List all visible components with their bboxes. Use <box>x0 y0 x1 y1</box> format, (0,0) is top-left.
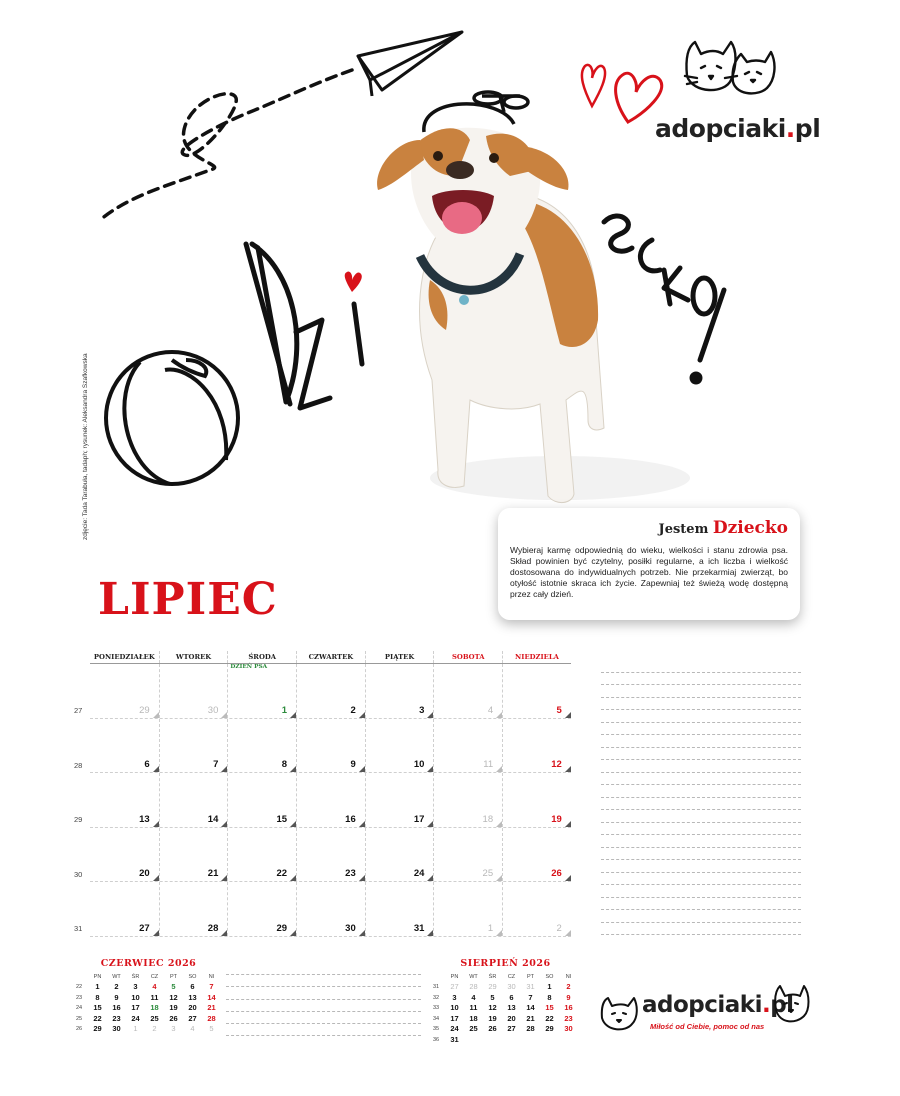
mini-weekday: WT <box>469 974 478 980</box>
mini-day: 17 <box>131 1003 140 1013</box>
mini-day: 15 <box>93 1003 102 1013</box>
mini-table <box>76 972 221 1035</box>
mini-day: 31 <box>450 1034 459 1044</box>
note-line[interactable] <box>601 923 801 936</box>
day-cell[interactable] <box>227 719 296 773</box>
note-line[interactable] <box>601 810 801 823</box>
day-number: 9 <box>350 759 356 770</box>
note-line[interactable] <box>226 975 421 987</box>
day-cell[interactable] <box>433 719 502 773</box>
mini-day: 24 <box>450 1024 459 1034</box>
day-cell[interactable] <box>502 719 571 773</box>
mini-day: 7 <box>528 992 533 1002</box>
day-number: 14 <box>207 813 219 825</box>
week-row <box>90 882 571 937</box>
corner-fold-icon <box>565 875 571 881</box>
day-number: 22 <box>276 868 288 879</box>
note-line[interactable] <box>601 673 801 686</box>
day-cell[interactable] <box>296 882 365 936</box>
notes-area[interactable] <box>601 660 801 935</box>
note-line[interactable] <box>601 723 801 736</box>
day-event: DZIEŃ PSA <box>230 664 268 670</box>
mini-week-number: 35 <box>433 1026 440 1033</box>
mini-day <box>464 1035 483 1046</box>
day-cell[interactable] <box>365 719 434 773</box>
mini-week-number: 25 <box>76 1015 83 1022</box>
day-cell[interactable] <box>90 664 159 718</box>
logo-wordmark: adopciaki.pl <box>655 114 821 143</box>
mini-weekday: NI <box>565 974 572 980</box>
mini-week-number: 36 <box>433 1036 440 1043</box>
mini-day: 26 <box>169 1013 178 1023</box>
mini-day: 20 <box>188 1003 197 1013</box>
day-number: 21 <box>207 868 219 879</box>
mini-day: 21 <box>526 1013 535 1023</box>
mini-day <box>502 1035 521 1046</box>
notes-area-bottom[interactable] <box>226 963 421 1036</box>
mini-day: 31 <box>526 982 535 992</box>
mini-week-number: 22 <box>76 984 83 991</box>
corner-fold-icon <box>565 712 571 718</box>
mini-day: 1 <box>133 1024 138 1034</box>
note-line[interactable] <box>601 735 801 748</box>
mini-day: 27 <box>507 1024 516 1034</box>
paper-plane-icon <box>358 32 462 96</box>
mini-week-number: 31 <box>433 984 440 991</box>
mini-weekday: NI <box>208 974 215 980</box>
mini-day: 11 <box>150 992 159 1002</box>
mini-day: 3 <box>133 982 138 992</box>
logo-slogan: Miłość od Ciebie, pomoc od nas <box>650 1022 765 1031</box>
day-cell[interactable] <box>227 882 296 936</box>
card-text: Wybieraj karmę odpowiednią do wieku, wielkości i stanu zdrowia psa. Skład powinien być czytelny, posiłki regularne, a ich liczba i wielkość dostosowana do indywidualnych potrzeb. Nie przekarmiaj zwierząt, bo otyłość istotnie skraca ich życie. Zapewniaj też świeżą wodę dostępną przez cały dzień. <box>510 545 788 599</box>
month-grid <box>90 651 571 937</box>
mini-day: 4 <box>190 1024 195 1034</box>
mini-title: SIERPIEŃ 2026 <box>460 958 551 969</box>
mini-day: 5 <box>209 1024 214 1034</box>
mini-day: 24 <box>131 1013 140 1023</box>
mini-day: 10 <box>131 992 140 1002</box>
mini-day: 23 <box>112 1013 121 1023</box>
mini-day: 23 <box>564 1013 573 1023</box>
mini-day: 5 <box>490 992 495 1002</box>
heart-icon <box>582 65 605 106</box>
day-number: 6 <box>144 759 150 770</box>
photo-credit: zdjęcie: Tada Tarabuła, tadaph; rysunek: Aleksandra Szafkowska <box>82 353 89 540</box>
mini-day: 7 <box>209 982 214 992</box>
day-number: 26 <box>551 868 562 879</box>
note-line[interactable] <box>601 685 801 698</box>
day-number: 12 <box>551 759 562 770</box>
dog-photo <box>377 92 690 503</box>
mini-weekday: ŚR <box>488 974 497 980</box>
mini-weekday: SO <box>545 974 554 980</box>
day-cell[interactable] <box>365 882 434 936</box>
mini-day: 29 <box>488 982 497 992</box>
day-number: 24 <box>413 868 425 879</box>
mini-day: 30 <box>564 1024 573 1034</box>
day-number: 29 <box>276 922 288 934</box>
day-number: 1 <box>281 704 288 716</box>
mini-week-number: 33 <box>433 1005 440 1012</box>
note-line[interactable] <box>601 873 801 886</box>
day-number: 29 <box>139 704 150 716</box>
day-number: 8 <box>281 759 288 770</box>
week-row <box>90 664 571 719</box>
note-line[interactable] <box>601 748 801 761</box>
note-line[interactable] <box>601 823 801 836</box>
weekday-label: WTOREK <box>159 651 228 663</box>
mini-day: 30 <box>112 1024 121 1034</box>
mini-week-number: 32 <box>433 994 440 1001</box>
day-number: 5 <box>556 704 562 716</box>
mini-day: 29 <box>93 1024 102 1034</box>
note-line[interactable] <box>601 710 801 723</box>
note-line[interactable] <box>226 1024 421 1036</box>
weekday-label: PIĄTEK <box>365 651 434 663</box>
mini-table <box>433 972 578 1045</box>
week-row <box>90 828 571 883</box>
mini-weekday: PN <box>93 974 102 980</box>
note-line[interactable] <box>601 798 801 811</box>
mini-day: 4 <box>152 982 157 992</box>
mini-day <box>559 1035 578 1046</box>
mini-calendar-prev <box>76 958 221 1035</box>
day-cell[interactable] <box>502 828 571 882</box>
mini-day: 4 <box>471 992 476 1002</box>
lettering-ecko <box>604 216 724 382</box>
day-number: 31 <box>413 922 425 934</box>
logo-wordmark: adopciaki.pl <box>642 992 794 1018</box>
mini-day: 12 <box>488 1003 497 1013</box>
day-cell[interactable] <box>227 664 296 718</box>
mini-day: 22 <box>93 1013 102 1023</box>
mini-day: 28 <box>207 1013 216 1023</box>
day-cell[interactable] <box>90 719 159 773</box>
mini-day: 10 <box>450 1003 459 1013</box>
note-line[interactable] <box>601 898 801 911</box>
month-title: LIPIEC <box>98 574 278 625</box>
mini-day: 9 <box>566 992 571 1002</box>
day-cell[interactable] <box>159 664 228 718</box>
ball-icon <box>106 352 238 484</box>
day-number: 1 <box>487 922 494 934</box>
week-row <box>90 773 571 828</box>
note-line[interactable] <box>226 1012 421 1024</box>
mini-week-number: 23 <box>76 994 83 1001</box>
mini-day: 14 <box>526 1003 535 1013</box>
mini-day: 16 <box>112 1003 121 1013</box>
cat-icon <box>598 996 640 1032</box>
logo-bottom[interactable] <box>598 984 813 1044</box>
card-title: Jestem Dziecko <box>658 518 788 538</box>
mini-week-number: 26 <box>76 1026 83 1033</box>
mini-title: CZERWIEC 2026 <box>100 958 197 969</box>
mini-day: 19 <box>488 1013 497 1023</box>
note-line[interactable] <box>601 848 801 861</box>
mini-day: 27 <box>188 1013 197 1023</box>
day-cell[interactable] <box>365 828 434 882</box>
mini-day: 16 <box>564 1003 573 1013</box>
day-cell[interactable] <box>365 773 434 827</box>
day-number: 11 <box>483 759 494 770</box>
day-number: 30 <box>345 922 356 934</box>
info-card <box>498 508 800 620</box>
day-number: 10 <box>413 759 425 770</box>
note-line[interactable] <box>601 660 801 673</box>
mini-day: 2 <box>566 982 571 992</box>
day-number: 15 <box>276 813 288 825</box>
mini-day: 13 <box>188 992 197 1002</box>
day-cell[interactable] <box>433 773 502 827</box>
day-cell[interactable] <box>296 828 365 882</box>
mini-day: 29 <box>545 1024 554 1034</box>
weekday-label: ŚRODA <box>227 651 296 663</box>
mini-day: 17 <box>450 1013 459 1023</box>
weekday-header <box>90 651 571 663</box>
week-number: 28 <box>74 760 83 770</box>
corner-fold-icon <box>565 930 571 936</box>
mini-day: 21 <box>207 1003 216 1013</box>
day-cell[interactable] <box>159 719 228 773</box>
note-line[interactable] <box>601 698 801 711</box>
day-cell[interactable] <box>90 882 159 936</box>
mini-day: 6 <box>509 992 514 1002</box>
day-cell[interactable] <box>365 664 434 718</box>
mini-day: 9 <box>114 992 119 1002</box>
flight-path <box>100 70 352 220</box>
note-line[interactable] <box>601 885 801 898</box>
day-number: 4 <box>487 704 494 716</box>
corner-fold-icon <box>565 766 571 772</box>
day-cell[interactable] <box>90 773 159 827</box>
day-number: 27 <box>139 922 150 934</box>
mini-day: 28 <box>526 1024 535 1034</box>
mini-day <box>540 1035 559 1046</box>
mini-day: 13 <box>507 1003 516 1013</box>
mini-day: 30 <box>507 982 516 992</box>
day-cell[interactable] <box>90 828 159 882</box>
mini-day: 2 <box>152 1024 157 1034</box>
day-cell[interactable] <box>433 882 502 936</box>
mini-day: 8 <box>95 992 100 1002</box>
day-number: 19 <box>551 813 562 825</box>
mini-day: 11 <box>469 1003 478 1013</box>
mini-day: 22 <box>545 1013 554 1023</box>
mini-day: 8 <box>547 992 552 1002</box>
lettering-dzi <box>246 244 362 408</box>
heart-icon <box>345 272 362 292</box>
mini-week-number: 24 <box>76 1005 83 1012</box>
day-cell[interactable] <box>159 882 228 936</box>
mini-calendar-next <box>433 958 578 1045</box>
note-line[interactable] <box>226 1000 421 1012</box>
day-cell[interactable] <box>296 719 365 773</box>
note-line[interactable] <box>226 963 421 975</box>
mini-weekday: CZ <box>507 974 516 980</box>
mini-day: 25 <box>469 1024 478 1034</box>
mini-day: 19 <box>169 1003 178 1013</box>
note-line[interactable] <box>601 785 801 798</box>
week-number: 27 <box>74 706 83 715</box>
day-cell[interactable] <box>159 773 228 827</box>
day-cell[interactable] <box>502 773 571 827</box>
mini-day: 1 <box>95 982 100 992</box>
cats-icon <box>681 36 776 100</box>
day-number: 30 <box>207 704 219 716</box>
mini-day: 14 <box>207 992 216 1002</box>
day-number: 28 <box>207 922 219 934</box>
mini-day <box>521 1035 540 1046</box>
mini-weekday: CZ <box>150 974 159 980</box>
mini-weekday: SO <box>188 974 197 980</box>
week-number: 30 <box>74 869 83 879</box>
mini-weekday: PT <box>169 974 178 980</box>
mini-day: 18 <box>469 1013 478 1023</box>
day-number: 7 <box>213 759 219 770</box>
day-cell[interactable] <box>227 828 296 882</box>
day-number: 16 <box>345 813 356 825</box>
week-number: 29 <box>74 815 83 824</box>
mini-day: 20 <box>507 1013 516 1023</box>
mini-weekday: PN <box>450 974 459 980</box>
weekday-label: CZWARTEK <box>296 651 365 663</box>
day-number: 17 <box>413 813 425 825</box>
note-line[interactable] <box>601 835 801 848</box>
mini-day: 3 <box>452 992 457 1002</box>
week-row <box>90 719 571 774</box>
day-number: 2 <box>556 922 562 934</box>
day-cell[interactable] <box>159 828 228 882</box>
mini-day: 18 <box>150 1003 159 1013</box>
weekday-label: NIEDZIELA <box>502 651 571 663</box>
mini-day: 2 <box>114 982 119 992</box>
mini-weekday: ŚR <box>131 974 140 980</box>
day-cell[interactable] <box>502 664 571 718</box>
day-cell[interactable] <box>433 664 502 718</box>
mini-day: 25 <box>150 1013 159 1023</box>
week-number: 31 <box>74 924 83 933</box>
mini-day: 12 <box>169 992 178 1002</box>
day-number: 2 <box>350 704 356 716</box>
mini-day: 15 <box>545 1003 554 1013</box>
day-number: 3 <box>419 704 425 716</box>
mini-day: 5 <box>171 982 176 992</box>
day-number: 25 <box>482 868 494 879</box>
mini-day: 28 <box>469 982 478 992</box>
weekday-label: SOBOTA <box>433 651 502 663</box>
mini-day: 6 <box>190 982 195 992</box>
corner-fold-icon <box>565 821 571 827</box>
mini-day: 1 <box>547 982 552 992</box>
day-cell[interactable] <box>296 773 365 827</box>
day-cell[interactable] <box>296 664 365 718</box>
note-line[interactable] <box>601 760 801 773</box>
mini-weekday: WT <box>112 974 121 980</box>
day-cell[interactable] <box>433 828 502 882</box>
day-cell[interactable] <box>227 773 296 827</box>
day-number: 18 <box>482 813 494 825</box>
day-number: 13 <box>139 813 150 825</box>
mini-day: 27 <box>450 982 459 992</box>
mini-day: 3 <box>171 1024 176 1034</box>
day-cell[interactable] <box>502 882 571 936</box>
day-number: 23 <box>345 868 356 879</box>
mini-day <box>483 1035 502 1046</box>
mini-weekday: PT <box>526 974 535 980</box>
note-line[interactable] <box>601 773 801 786</box>
day-number: 20 <box>139 868 150 879</box>
mini-week-number: 34 <box>433 1015 440 1022</box>
mini-day: 26 <box>488 1024 497 1034</box>
note-line[interactable] <box>601 860 801 873</box>
weekday-label: PONIEDZIAŁEK <box>93 653 155 661</box>
cat-icon <box>770 984 812 1024</box>
note-line[interactable] <box>601 910 801 923</box>
note-line[interactable] <box>226 987 421 999</box>
grid-body <box>90 663 571 937</box>
